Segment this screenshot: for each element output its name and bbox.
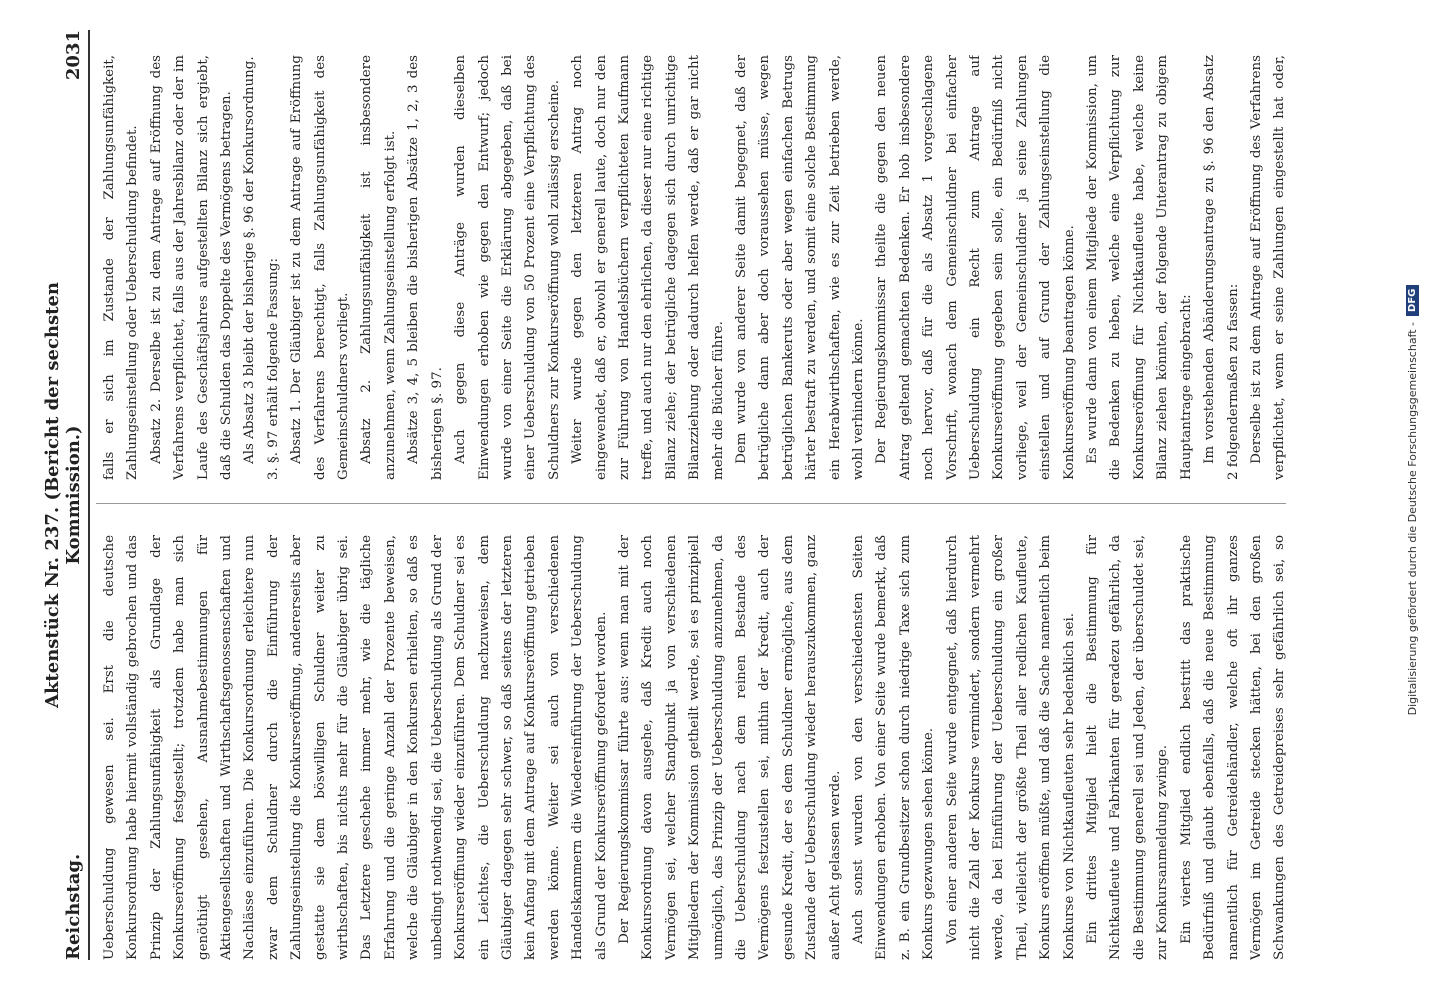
digitization-credit (1390, 0, 1434, 1000)
page-header (40, 30, 90, 960)
paragraph: Ein viertes Mitglied endlich bestritt das praktische Bedürfniß und glaubt ebenfalls, daß die neue Bestimmung namentlich für Getreidehändler, welche oft ihr ganzes Vermögen im Getreide stecken hätten, bei den großen Schwankungen des Getreidepreises sehr gefährlich sei, so (1178, 535, 1288, 960)
paragraph: Als Absatz 3 bleibt der bisherige §. 96 der Konkursordnung. (242, 56, 258, 464)
page-number: 2031 (63, 30, 84, 81)
paragraph: Absätze 3, 4, 5 bleiben die bisherigen Absätze 1, 2, 3 des bisherigen §. 97. (406, 55, 445, 480)
dfg-logo: DFG (1406, 285, 1419, 316)
paragraph: Von einer anderen Seite wurde entgegnet, daß hierdurch nicht die Zahl der Konkurse vermindert, sondern vermehrt werde, da bei Einführung der Ueberschuldung ein großer Theil, vielleicht der größte Theil aller redlichen Kaufleute, Konkurs eröffnen müßte, und daß die Sache namentlich beim Konkurse von Nichtkaufleuten sehr bedenklich sei. (944, 535, 1077, 960)
paragraph: Absatz 2. Derselbe ist zu dem Antrage auf Eröffnung des Verfahrens verpflichtet, falls aus der Jahresbilanz oder der im Laufe des Geschäftsjahres aufgestellten Bilanz sich ergiebt, daß die Schulden das Doppelte des Vermögens betragen. (148, 55, 235, 480)
header-center (42, 263, 84, 728)
paragraph: Es wurde dann von einem Mitgliede der Kommission, um die Bedenken zu heben, welche eine Verpflichtung zur Konkurseröffnung für Nichtkaufleute habe, welche keine Bilanz ziehen könnten, der folgende Unterantrag zu obigem Hauptantrage eingebracht: (1085, 55, 1194, 480)
paragraph: Derselbe ist zu dem Antrage auf Eröffnung des Verfahrens verpflichtet, wenn er seine Zahlungen eingestellt hat oder, (1248, 55, 1288, 480)
list-item: 3. §. 97 erhält folgende Fassung: (265, 257, 281, 480)
paragraph: Der Regierungskommissar theilte die gegen den neuen Antrag geltend gemachten Bedenken. Er hob insbesondere noch hervor, daß für die als Absatz 1 vorgeschlagene Vorschrift, wonach dem Gemeinschuldner bei einfacher Ueberschuldung ein Recht zum Antrage auf Konkurseröffnung gegeben sein solle, ein Bedürfniß nicht vorliege, weil der Gemeinschuldner ja seine Zahlungen einstellen und auf Grund der Zahlungseinstellung die Konkurseröffnung beantragen könne. (874, 55, 1077, 480)
paragraph: Absatz 1. Der Gläubiger ist zu dem Antrage auf Eröffnung des Verfahrens berechtigt, falls Zahlungsunfähigkeit des Gemeinschuldners vorliegt. (289, 55, 352, 480)
right-column (98, 55, 1288, 480)
header-document-number: Aktenstück Nr. 237. (42, 506, 63, 709)
paragraph: falls er sich im Zustande der Zahlungsunfähigkeit, Zahlungseinstellung oder Ueberschuldung befindet. (102, 55, 141, 480)
paragraph: Im vorstehenden Abänderungsantrage zu §. 96 den Absatz 2 folgendermaßen zu fassen: (1202, 55, 1241, 480)
paragraph: Weiter wurde gegen den letzteren Antrag noch eingewendet, daß er, obwohl er generell laute, doch nur den zur Führung von Handelsbüchern verpflichteten Kaufmann treffe, und auch nur den ehrlichen, da dieser nur eine richtige Bilanz ziehe; der betrügliche dagegen sich durch unrichtige Bilanzziehung oder dadurch helfen werde, daß er gar nicht mehr die Bücher führe. (570, 55, 726, 480)
paragraph: Auch gegen diese Anträge wurden dieselben Einwendungen erhoben wie gegen den Entwurf; jedoch wurde von einer Seite die Erklärung abgegeben, daß bei einer Ueberschuldung von 50 Prozent eine Verpflichtung des Schuldners zur Konkurseröffnung wohl zulässig erscheine. (453, 55, 562, 480)
paragraph: Dem wurde von anderer Seite damit begegnet, daß der betrügliche dann aber doch voraussehen müsse, wegen betrüglichen Bankeruts oder aber wegen einfachen Betrugs härter bestraft zu werden, und somit eine solche Bestimmung ein Herabwirthschaften, wie es zur Zeit betrieben werde, wohl verhindern könne. (733, 55, 866, 480)
paragraph: Absatz 2. Zahlungsunfähigkeit ist insbesondere anzunehmen, wenn Zahlungseinstellung erfolgt ist. (359, 55, 398, 480)
header-left: Reichstag. (63, 853, 84, 960)
credit-text: Digitalisierung gefördert durch die Deutsche Forschungsgemeinschaft - (1405, 321, 1419, 716)
left-column (98, 535, 1288, 960)
header-commission: (Bericht der sechsten Kommission.) (42, 282, 84, 565)
column-divider (96, 503, 1286, 504)
paragraph: Ein drittes Mitglied hielt die Bestimmung für Nichtkaufleute und Fabrikanten für geradezu gefährlich, da die Bestimmung generell sei und Jeden, der überschuldet sei, zur Konkursanmeldung zwinge. (1085, 535, 1171, 960)
paragraph: Ueberschuldung gewesen sei. Erst die deutsche Konkursordnung habe hiermit vollständig gebrochen und das Prinzip der Zahlungsunfähigkeit als Grundlage der Konkurseröffnung festgestellt; trotzdem habe man sich genöthigt gesehen, Ausnahmebestimmungen für Aktiengesellschaften und Wirthschaftsgenossenschaften und Nachlässe einzuführen. Die Konkursordnung erleichtere nun zwar dem Schuldner durch die Einführung der Zahlungseinstellung die Konkurseröffnung, andererseits aber gestatte sie dem böswilligen Schuldner weiter zu wirthschaften, bis nichts mehr für die Gläubiger übrig sei. Das Letztere geschehe immer mehr, wie die tägliche Erfahrung und die geringe Anzahl der Prozente beweisen, welche die Gläubiger in den Konkursen erhielten, so daß es unbedingt nothwendig sei, die Ueberschuldung als Grund der Konkurseröffnung wieder einzuführen. Dem Schuldner sei es ein Leichtes, die Ueberschuldung nachzuweisen, dem Gläubiger dagegen sehr schwer, so daß seitens der letzteren kein Anfang mit dem Antrage auf Konkurseröffnung getrieben werden könne. Weiter sei auch von verschiedenen Handelskammern die Wiedereinführung der Ueberschuldung als Grund der Konkurseröffnung gefordert worden. (102, 535, 609, 960)
paragraph: Auch sonst wurden von den verschiedensten Seiten Einwendungen erhoben. Von einer Seite wurde bemerkt, daß z. B. ein Grundbesitzer schon durch niedrige Taxe sich zum Konkurs gezwungen sehen könne. (851, 535, 937, 960)
paragraph: Der Regierungskommissar führte aus: wenn man mit der Konkursordnung davon ausgehe, daß Kredit auch noch Vermögen sei, welcher Standpunkt ja von verschiedenen Mitgliedern der Kommission getheilt werde, sei es prinzipiell unmöglich, das Prinzip der Ueberschuldung anzunehmen, da die Ueberschuldung nach dem reinen Bestande des Vermögens festzustellen sei, mithin der Kredit, auch der gesunde Kredit, der es dem Schuldner ermögliche, aus dem Zustande der Ueberschuldung wieder herauszukommen, ganz außer Acht gelassen werde. (616, 535, 843, 960)
